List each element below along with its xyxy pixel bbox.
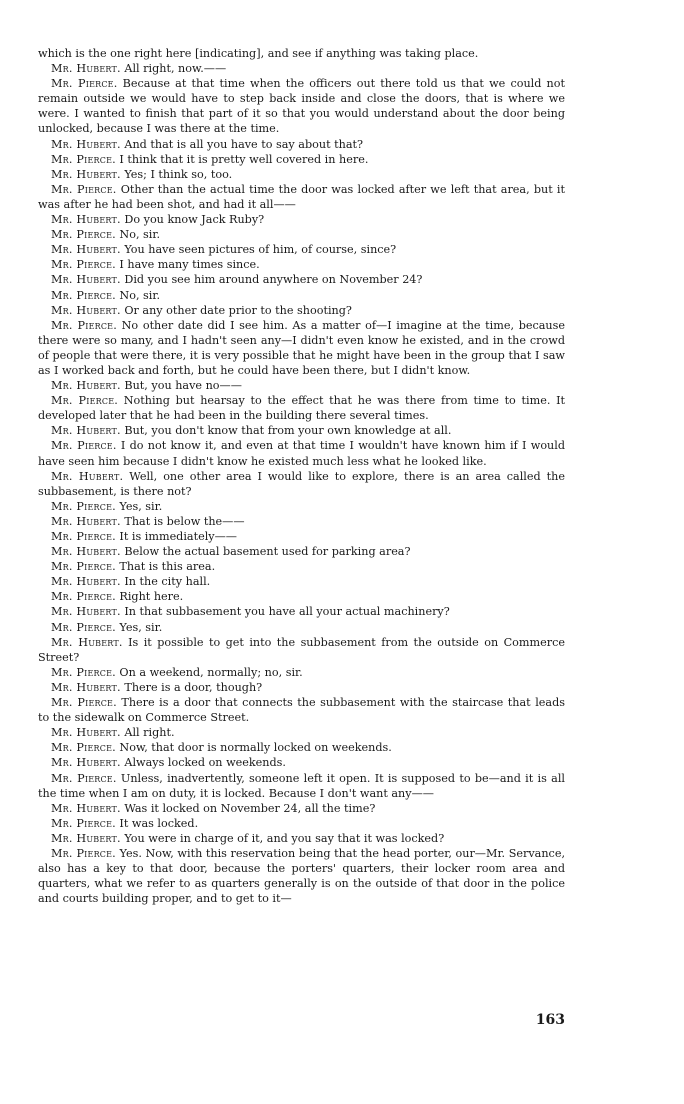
speech-text: In the city hall. bbox=[124, 575, 211, 589]
transcript-paragraph bbox=[38, 755, 565, 770]
speaker-name: Mr. Hubert. bbox=[51, 303, 121, 317]
speech-text: No, sir. bbox=[119, 288, 161, 302]
speaker-name: Mr. Pierce. bbox=[51, 590, 116, 604]
speech-text: Now, that door is normally locked on weekends. bbox=[119, 741, 392, 755]
speech-text: Below the actual basement used for parking area? bbox=[124, 545, 411, 559]
transcript-paragraph bbox=[38, 393, 565, 423]
speaker-name: Mr. Pierce. bbox=[51, 741, 116, 755]
speech-text: Was it locked on November 24, all the time? bbox=[124, 801, 376, 815]
speech-text: I think that it is pretty well covered in here. bbox=[119, 152, 369, 166]
speech-text: Always locked on weekends. bbox=[124, 756, 286, 770]
speech-text: There is a door, though? bbox=[124, 680, 263, 694]
speaker-name: Mr. Pierce. bbox=[51, 620, 116, 634]
speech-text: No, sir. bbox=[119, 228, 161, 242]
speech-text: You have seen pictures of him, of course, since? bbox=[124, 243, 397, 257]
transcript-paragraph bbox=[38, 846, 565, 906]
transcript-paragraph bbox=[38, 152, 565, 167]
speaker-name: Mr. Hubert. bbox=[51, 243, 121, 257]
speech-text: Other than the actual time the door was locked after we left that area, but it was after he had been shot, and had it all—— bbox=[38, 182, 565, 211]
transcript-paragraph bbox=[38, 303, 565, 318]
speech-text: Because at that time when the officers out there told us that we could not remain outside we would have to step back inside and close the doors, that is where we were. I wanted to finish that part of it so that you would understand about the door being unlocked, because I was there at the time. bbox=[38, 77, 565, 136]
speech-text: And that is all you have to say about that? bbox=[124, 137, 363, 151]
speech-text: Did you see him around anywhere on November 24? bbox=[124, 273, 423, 287]
transcript-paragraph bbox=[38, 529, 565, 544]
speaker-name: Mr. Pierce. bbox=[51, 318, 117, 332]
speaker-name: Mr. Pierce. bbox=[51, 499, 116, 513]
transcript-paragraph bbox=[38, 771, 565, 801]
transcript-paragraph bbox=[38, 167, 565, 182]
speech-text: There is a door that connects the subbasement with the staircase that leads to the sidewalk on Commerce Street. bbox=[38, 696, 565, 725]
speaker-name: Mr. Pierce. bbox=[51, 665, 116, 679]
speaker-name: Mr. Pierce. bbox=[51, 228, 116, 242]
transcript-paragraph bbox=[38, 61, 565, 76]
transcript-paragraph bbox=[38, 589, 565, 604]
speaker-name: Mr. Hubert. bbox=[51, 680, 121, 694]
speech-text: On a weekend, normally; no, sir. bbox=[119, 665, 303, 679]
speaker-name: Mr. Hubert. bbox=[51, 273, 121, 287]
speaker-name: Mr. Hubert. bbox=[51, 213, 121, 227]
page-number: 163 bbox=[535, 1012, 565, 1028]
speaker-name: Mr. Hubert. bbox=[51, 167, 121, 181]
transcript-paragraph bbox=[38, 137, 565, 152]
speaker-name: Mr. Pierce. bbox=[51, 182, 117, 196]
transcript-paragraph bbox=[38, 272, 565, 287]
transcript-paragraph bbox=[38, 544, 565, 559]
speaker-name: Mr. Pierce. bbox=[51, 77, 118, 91]
transcript-paragraph bbox=[38, 620, 565, 635]
speaker-name: Mr. Pierce. bbox=[51, 771, 117, 785]
transcript-paragraph bbox=[38, 242, 565, 257]
speaker-name: Mr. Hubert. bbox=[51, 545, 121, 559]
speech-text: No other date did I see him. As a matter of—I imagine at the time, because there were so many, and I hadn't seen any—I didn't even know he existed, and in the crowd of people that were there, it is very possible that he might have been in the group that I saw as I worked back and forth, but he could have been there, but I didn't know. bbox=[38, 318, 565, 377]
speaker-name: Mr. Hubert. bbox=[51, 726, 121, 740]
transcript-paragraph bbox=[38, 499, 565, 514]
transcript-paragraph bbox=[38, 604, 565, 619]
transcript-paragraph bbox=[38, 725, 565, 740]
transcript-paragraph bbox=[38, 318, 565, 378]
transcript-paragraph bbox=[38, 740, 565, 755]
speech-text: Right here. bbox=[119, 590, 184, 604]
speaker-name: Mr. Hubert. bbox=[51, 575, 121, 589]
speaker-name: Mr. Pierce. bbox=[51, 816, 116, 830]
speech-text: It was locked. bbox=[119, 816, 199, 830]
speech-text: But, you have no—— bbox=[124, 379, 242, 393]
speaker-name: Mr. Pierce. bbox=[51, 846, 116, 860]
transcript-paragraph bbox=[38, 257, 565, 272]
speech-text: Yes, sir. bbox=[119, 620, 163, 634]
speaker-name: Mr. Pierce. bbox=[51, 530, 116, 543]
speech-text: I have many times since. bbox=[119, 258, 260, 272]
transcript-paragraph bbox=[38, 831, 565, 846]
speaker-name: Mr. Pierce. bbox=[51, 439, 117, 453]
speaker-name: Mr. Hubert. bbox=[51, 137, 121, 151]
speech-text: Nothing but hearsay to the effect that he was there from time to time. It developed later that he had been in the building there several times. bbox=[38, 394, 566, 423]
speaker-name: Mr. Hubert. bbox=[51, 635, 123, 649]
transcript-paragraph bbox=[38, 574, 565, 589]
speech-text: All right. bbox=[124, 726, 175, 740]
speech-text: But, you don't know that from your own knowledge at all. bbox=[124, 424, 452, 438]
transcript-page bbox=[38, 46, 565, 906]
transcript-paragraph bbox=[38, 680, 565, 695]
speech-text: You were in charge of it, and you say that it was locked? bbox=[124, 831, 445, 845]
speaker-name: Mr. Hubert. bbox=[51, 831, 121, 845]
speaker-name: Mr. Hubert. bbox=[51, 469, 124, 483]
transcript-paragraph bbox=[38, 438, 565, 468]
transcript-paragraph bbox=[38, 801, 565, 816]
speech-text: Well, one other area I would like to explore, there is an area called the subbasement, is there not? bbox=[38, 469, 565, 498]
speaker-name: Mr. Hubert. bbox=[51, 424, 121, 438]
transcript-paragraph bbox=[38, 212, 565, 227]
transcript-paragraph bbox=[38, 559, 565, 574]
transcript-paragraph bbox=[38, 46, 565, 61]
transcript-paragraph bbox=[38, 514, 565, 529]
speech-text: That is below the—— bbox=[124, 514, 245, 528]
transcript-paragraph bbox=[38, 695, 565, 725]
transcript-paragraph bbox=[38, 76, 565, 136]
speaker-name: Mr. Pierce. bbox=[51, 696, 117, 710]
transcript-paragraph bbox=[38, 635, 565, 665]
transcript-paragraph bbox=[38, 816, 565, 831]
speaker-name: Mr. Hubert. bbox=[51, 756, 121, 770]
speaker-name: Mr. Hubert. bbox=[51, 801, 121, 815]
speech-text: which is the one right here [indicating], and see if anything was taking place. bbox=[38, 47, 479, 60]
speaker-name: Mr. Pierce. bbox=[51, 258, 116, 272]
transcript-paragraph bbox=[38, 665, 565, 680]
speech-text: All right, now.—— bbox=[124, 62, 227, 76]
transcript-paragraph bbox=[38, 423, 565, 438]
speaker-name: Mr. Pierce. bbox=[51, 152, 116, 166]
speaker-name: Mr. Hubert. bbox=[51, 62, 121, 76]
speaker-name: Mr. Pierce. bbox=[51, 288, 116, 302]
speech-text: It is immediately—— bbox=[119, 530, 237, 543]
speech-text: Yes. Now, with this reservation being that the head porter, our—Mr. Servance, also has a key to that door, because the porters' quarters, their locker room area and quarters, what we refer to as quarters generally is on the outside of that door in the police and courts building proper, and to get to it— bbox=[38, 846, 565, 906]
speaker-name: Mr. Hubert. bbox=[51, 605, 121, 619]
transcript-paragraph bbox=[38, 469, 565, 499]
speaker-name: Mr. Pierce. bbox=[51, 560, 116, 574]
speech-text: I do not know it, and even at that time I wouldn't have known him if I would have seen him because I didn't know he existed much less what he looked like. bbox=[38, 439, 566, 468]
speech-text: Or any other date prior to the shooting? bbox=[124, 303, 352, 317]
transcript-paragraph bbox=[38, 182, 565, 212]
transcript-paragraph bbox=[38, 378, 565, 393]
transcript-paragraph bbox=[38, 288, 565, 303]
speech-text: Yes; I think so, too. bbox=[124, 167, 233, 181]
speech-text: Unless, inadvertently, someone left it open. It is supposed to be—and it is all the time when I am on duty, it is locked. Because I don't want any—— bbox=[38, 771, 565, 800]
speech-text: Do you know Jack Ruby? bbox=[124, 213, 265, 227]
speech-text: In that subbasement you have all your actual machinery? bbox=[124, 605, 450, 619]
speaker-name: Mr. Hubert. bbox=[51, 514, 121, 528]
speaker-name: Mr. Pierce. bbox=[51, 394, 119, 408]
speech-text: Is it possible to get into the subbasement from the outside on Commerce Street? bbox=[38, 635, 565, 664]
speaker-name: Mr. Hubert. bbox=[51, 379, 121, 393]
speech-text: That is this area. bbox=[119, 560, 216, 574]
speech-text: Yes, sir. bbox=[119, 499, 163, 513]
transcript-paragraph bbox=[38, 227, 565, 242]
